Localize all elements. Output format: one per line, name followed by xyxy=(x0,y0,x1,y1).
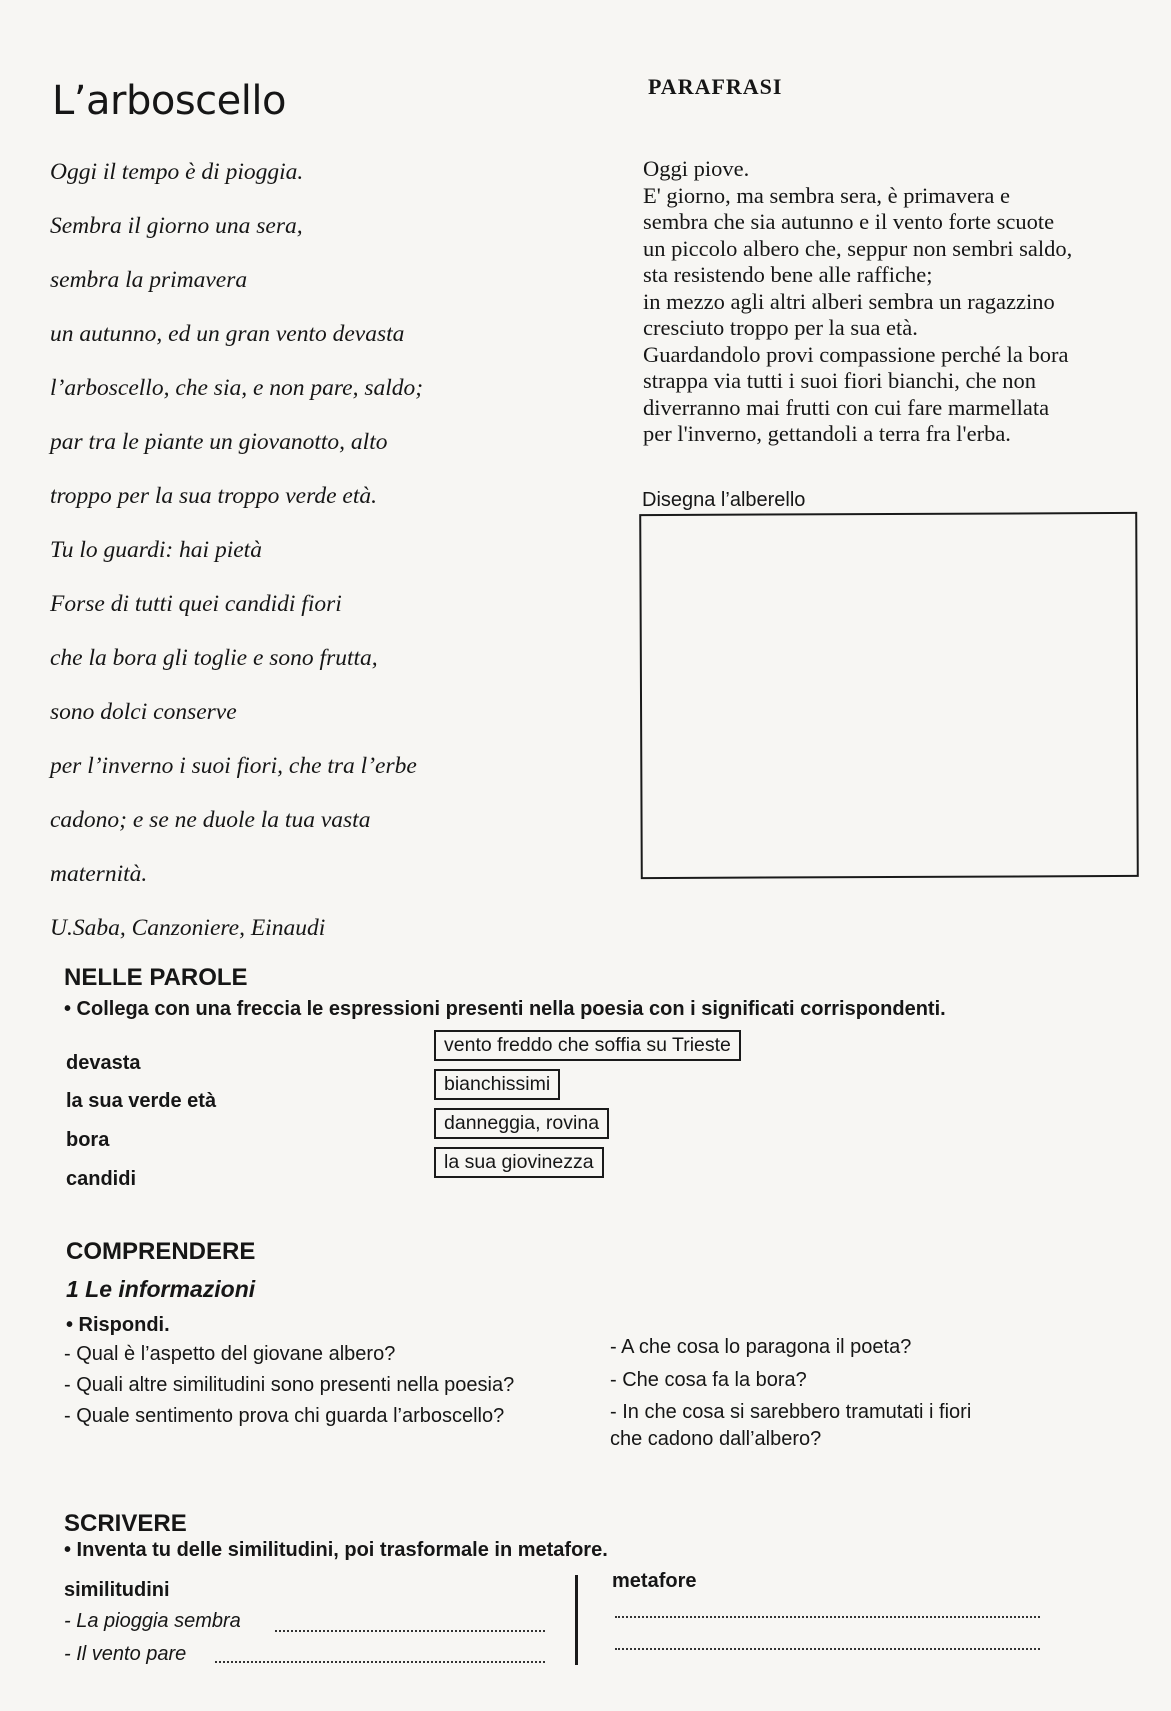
poem-line: l’arboscello, che sia, e non pare, saldo; xyxy=(50,375,424,401)
nelle-parole-heading: NELLE PAROLE xyxy=(64,964,248,991)
poem-line: un autunno, ed un gran vento devasta xyxy=(50,321,405,347)
poem-line: troppo per la sua troppo verde età. xyxy=(50,483,378,509)
scrivere-heading: SCRIVERE xyxy=(64,1510,187,1537)
question: - Qual è l’aspetto del giovane albero? xyxy=(64,1343,396,1365)
poem-line: Oggi il tempo è di pioggia. xyxy=(50,159,304,185)
meaning-box[interactable]: vento freddo che soffia su Trieste xyxy=(434,1030,741,1061)
parafrasi-line: E' giorno, ma sembra sera, è primavera e xyxy=(643,182,1011,208)
parafrasi-line: un piccolo albero che, seppur non sembri saldo, xyxy=(643,235,1073,261)
parafrasi-line: sembra che sia autunno e il vento forte scuote xyxy=(643,209,1055,234)
parafrasi-line: strappa via tutti i suoi fiori bianchi, che non xyxy=(643,368,1037,393)
word-verde-eta[interactable]: la sua verde età xyxy=(66,1090,217,1112)
nelle-parole-instruction: • Collega con una freccia le espressioni presenti nella poesia con i significati corrispondenti. xyxy=(64,998,946,1020)
answer-line[interactable] xyxy=(615,1648,1040,1650)
parafrasi-heading: PARAFRASI xyxy=(648,74,783,99)
scrivere-instruction: • Inventa tu delle similitudini, poi trasformale in metafore. xyxy=(64,1539,608,1561)
poem-line: per l’inverno i suoi fiori, che tra l’erbe xyxy=(50,753,417,779)
poem-line: cadono; e se ne duole la tua vasta xyxy=(50,807,371,833)
parafrasi-line: in mezzo agli altri alberi sembra un ragazzino xyxy=(643,288,1055,314)
meaning-box[interactable]: la sua giovinezza xyxy=(434,1147,604,1178)
drawing-box[interactable] xyxy=(639,512,1139,879)
question-continuation: che cadono dall’albero? xyxy=(610,1428,822,1450)
page-title: L’arboscello xyxy=(52,78,286,124)
question: - A che cosa lo paragona il poeta? xyxy=(610,1336,912,1358)
metafore-column-heading: metafore xyxy=(612,1570,697,1592)
similitude-prompt: - Il vento pare xyxy=(64,1643,187,1665)
meaning-box[interactable]: danneggia, rovina xyxy=(434,1108,609,1139)
poem xyxy=(50,158,610,942)
column-divider xyxy=(575,1575,578,1665)
comprendere-subheading: 1 Le informazioni xyxy=(66,1276,256,1302)
parafrasi-line: Guardandolo provi compassione perché la bora xyxy=(643,341,1069,367)
question: - Quali altre similitudini sono presenti nella poesia? xyxy=(64,1374,515,1396)
similitude-prompt: - La pioggia sembra xyxy=(64,1610,241,1632)
question: - Che cosa fa la bora? xyxy=(610,1369,807,1391)
parafrasi-text xyxy=(643,156,1163,448)
meaning-box[interactable]: bianchissimi xyxy=(434,1069,560,1100)
draw-label: Disegna l’alberello xyxy=(642,489,806,511)
comprendere-heading: COMPRENDERE xyxy=(66,1238,256,1265)
word-candidi[interactable]: candidi xyxy=(66,1168,137,1190)
similitudini-column-heading: similitudini xyxy=(64,1579,170,1601)
poem-line: sembra la primavera xyxy=(50,267,248,293)
poem-line: Sembra il giorno una sera, xyxy=(50,213,303,239)
poem-line: Forse di tutti quei candidi fiori xyxy=(50,591,342,617)
word-devasta[interactable]: devasta xyxy=(66,1052,141,1074)
parafrasi-line: diverranno mai frutti con cui fare marmellata xyxy=(643,394,1050,420)
parafrasi-line: Oggi piove. xyxy=(643,156,750,181)
comprendere-instruction: • Rispondi. xyxy=(66,1314,170,1336)
poem-line: par tra le piante un giovanotto, alto xyxy=(50,429,388,455)
poem-line: sono dolci conserve xyxy=(50,699,237,725)
poem-line: Tu lo guardi: hai pietà xyxy=(50,537,262,563)
answer-line[interactable] xyxy=(215,1661,545,1663)
answer-line[interactable] xyxy=(275,1630,545,1632)
question: - Quale sentimento prova chi guarda l’arboscello? xyxy=(64,1405,505,1427)
answer-line[interactable] xyxy=(615,1616,1040,1618)
word-bora[interactable]: bora xyxy=(66,1129,110,1151)
poem-line: che la bora gli toglie e sono frutta, xyxy=(50,645,378,671)
question: - In che cosa si sarebbero tramutati i fiori xyxy=(610,1401,972,1423)
poem-line: maternità. xyxy=(50,861,148,887)
parafrasi-line: sta resistendo bene alle raffiche; xyxy=(643,262,933,287)
parafrasi-line: cresciuto troppo per la sua età. xyxy=(643,315,918,340)
parafrasi-line: per l'inverno, gettandoli a terra fra l'erba. xyxy=(643,421,1011,446)
poem-source: U.Saba, Canzoniere, Einaudi xyxy=(50,915,326,941)
